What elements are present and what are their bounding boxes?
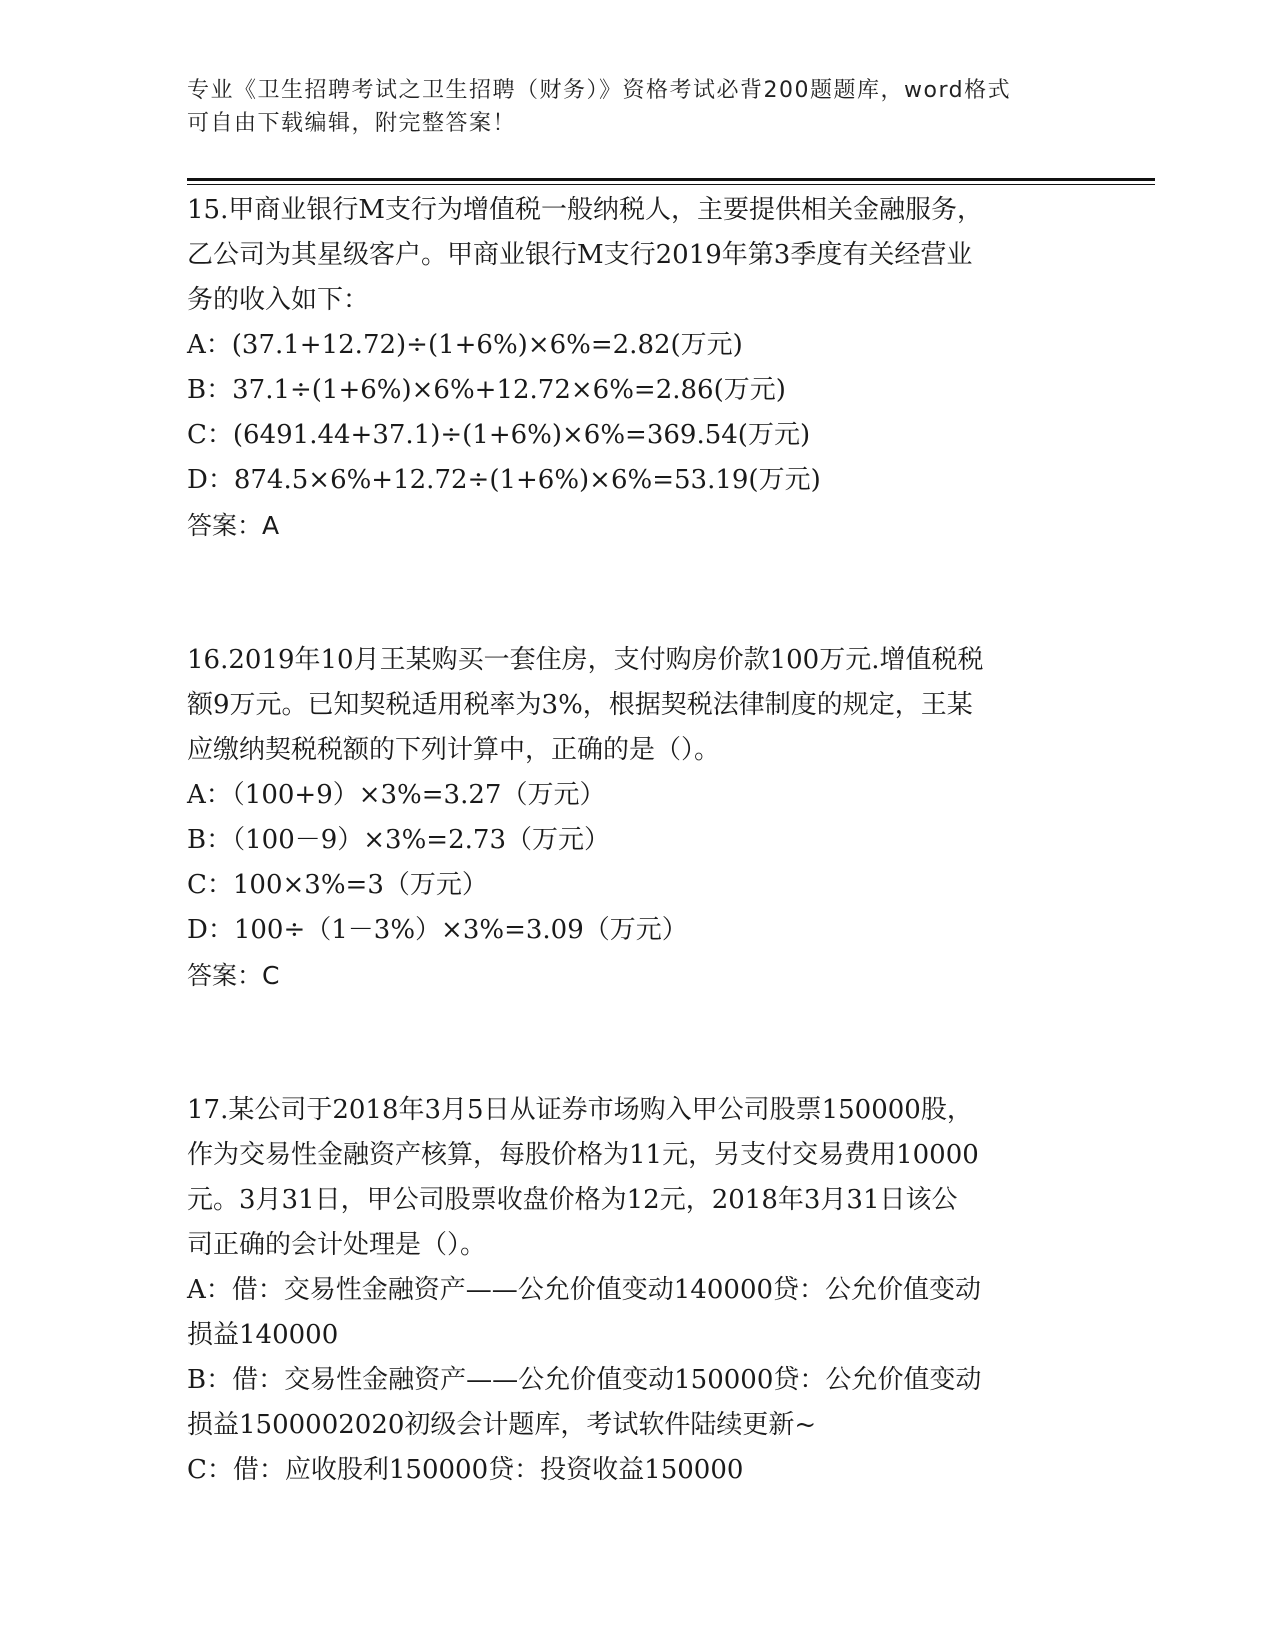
question-stem-line: 作为交易性金融资产核算，每股价格为11元，另支付交易费用10000 xyxy=(187,1140,979,1170)
option-a: A：(37.1+12.72)÷(1+6%)×6%=2.82(万元) xyxy=(187,330,743,360)
spacer xyxy=(187,548,1087,638)
option-a: A：借：交易性金融资产——公允价值变动140000贷：公允价值变动 xyxy=(187,1275,982,1305)
option-c: C：(6491.44+37.1)÷(1+6%)×6%=369.54(万元) xyxy=(187,420,811,450)
option-b: B：（100－9）×3%=2.73（万元） xyxy=(187,825,610,855)
question-stem-line: 额9万元。已知契税适用税率为3%，根据契税法律制度的规定，王某 xyxy=(187,690,973,720)
option-c: C：100×3%=3（万元） xyxy=(187,870,488,900)
header-rule-thin xyxy=(187,184,1155,185)
header-rule-thick xyxy=(187,178,1155,181)
question-stem-line: 16.2019年10月王某购买一套住房，支付购房价款100万元.增值税税 xyxy=(187,645,984,675)
question-stem-line: 务的收入如下： xyxy=(187,285,370,315)
option-b-continued: 损益1500002020初级会计题库，考试软件陆续更新~ xyxy=(187,1410,817,1440)
answer-label: 答案：C xyxy=(187,961,280,990)
question-stem-line: 乙公司为其星级客户。甲商业银行M支行2019年第3季度有关经营业 xyxy=(187,240,973,270)
question-stem-line: 15.甲商业银行M支行为增值税一般纳税人，主要提供相关金融服务， xyxy=(187,195,983,225)
question-stem-line: 司正确的会计处理是（）。 xyxy=(187,1230,487,1260)
option-d: D：874.5×6%+12.72÷(1+6%)×6%=53.19(万元) xyxy=(187,465,821,495)
question-list xyxy=(187,188,1087,1493)
header-line-1: 专业《卫生招聘考试之卫生招聘（财务）》资格考试必背200题题库，word格式 xyxy=(187,78,1012,103)
question-stem-line: 17.某公司于2018年3月5日从证券市场购入甲公司股票150000股， xyxy=(187,1095,973,1125)
option-a: A：（100+9）×3%=3.27（万元） xyxy=(187,780,606,810)
option-d: D：100÷（1－3%）×3%=3.09（万元） xyxy=(187,915,688,945)
option-b: B：借：交易性金融资产——公允价值变动150000贷：公允价值变动 xyxy=(187,1365,982,1395)
header-line-2: 可自由下载编辑，附完整答案！ xyxy=(187,111,517,136)
question-15 xyxy=(187,188,1087,548)
question-stem-line: 应缴纳契税税额的下列计算中，正确的是（）。 xyxy=(187,735,721,765)
option-a-continued: 损益140000 xyxy=(187,1320,339,1350)
document-header xyxy=(187,74,1087,140)
option-c: C：借：应收股利150000贷：投资收益150000 xyxy=(187,1455,744,1485)
spacer xyxy=(187,998,1087,1088)
question-stem-line: 元。3月31日，甲公司股票收盘价格为12元，2018年3月31日该公 xyxy=(187,1185,958,1215)
question-17 xyxy=(187,1088,1087,1493)
answer-label: 答案：A xyxy=(187,511,280,540)
option-b: B：37.1÷(1+6%)×6%+12.72×6%=2.86(万元) xyxy=(187,375,786,405)
question-16 xyxy=(187,638,1087,998)
